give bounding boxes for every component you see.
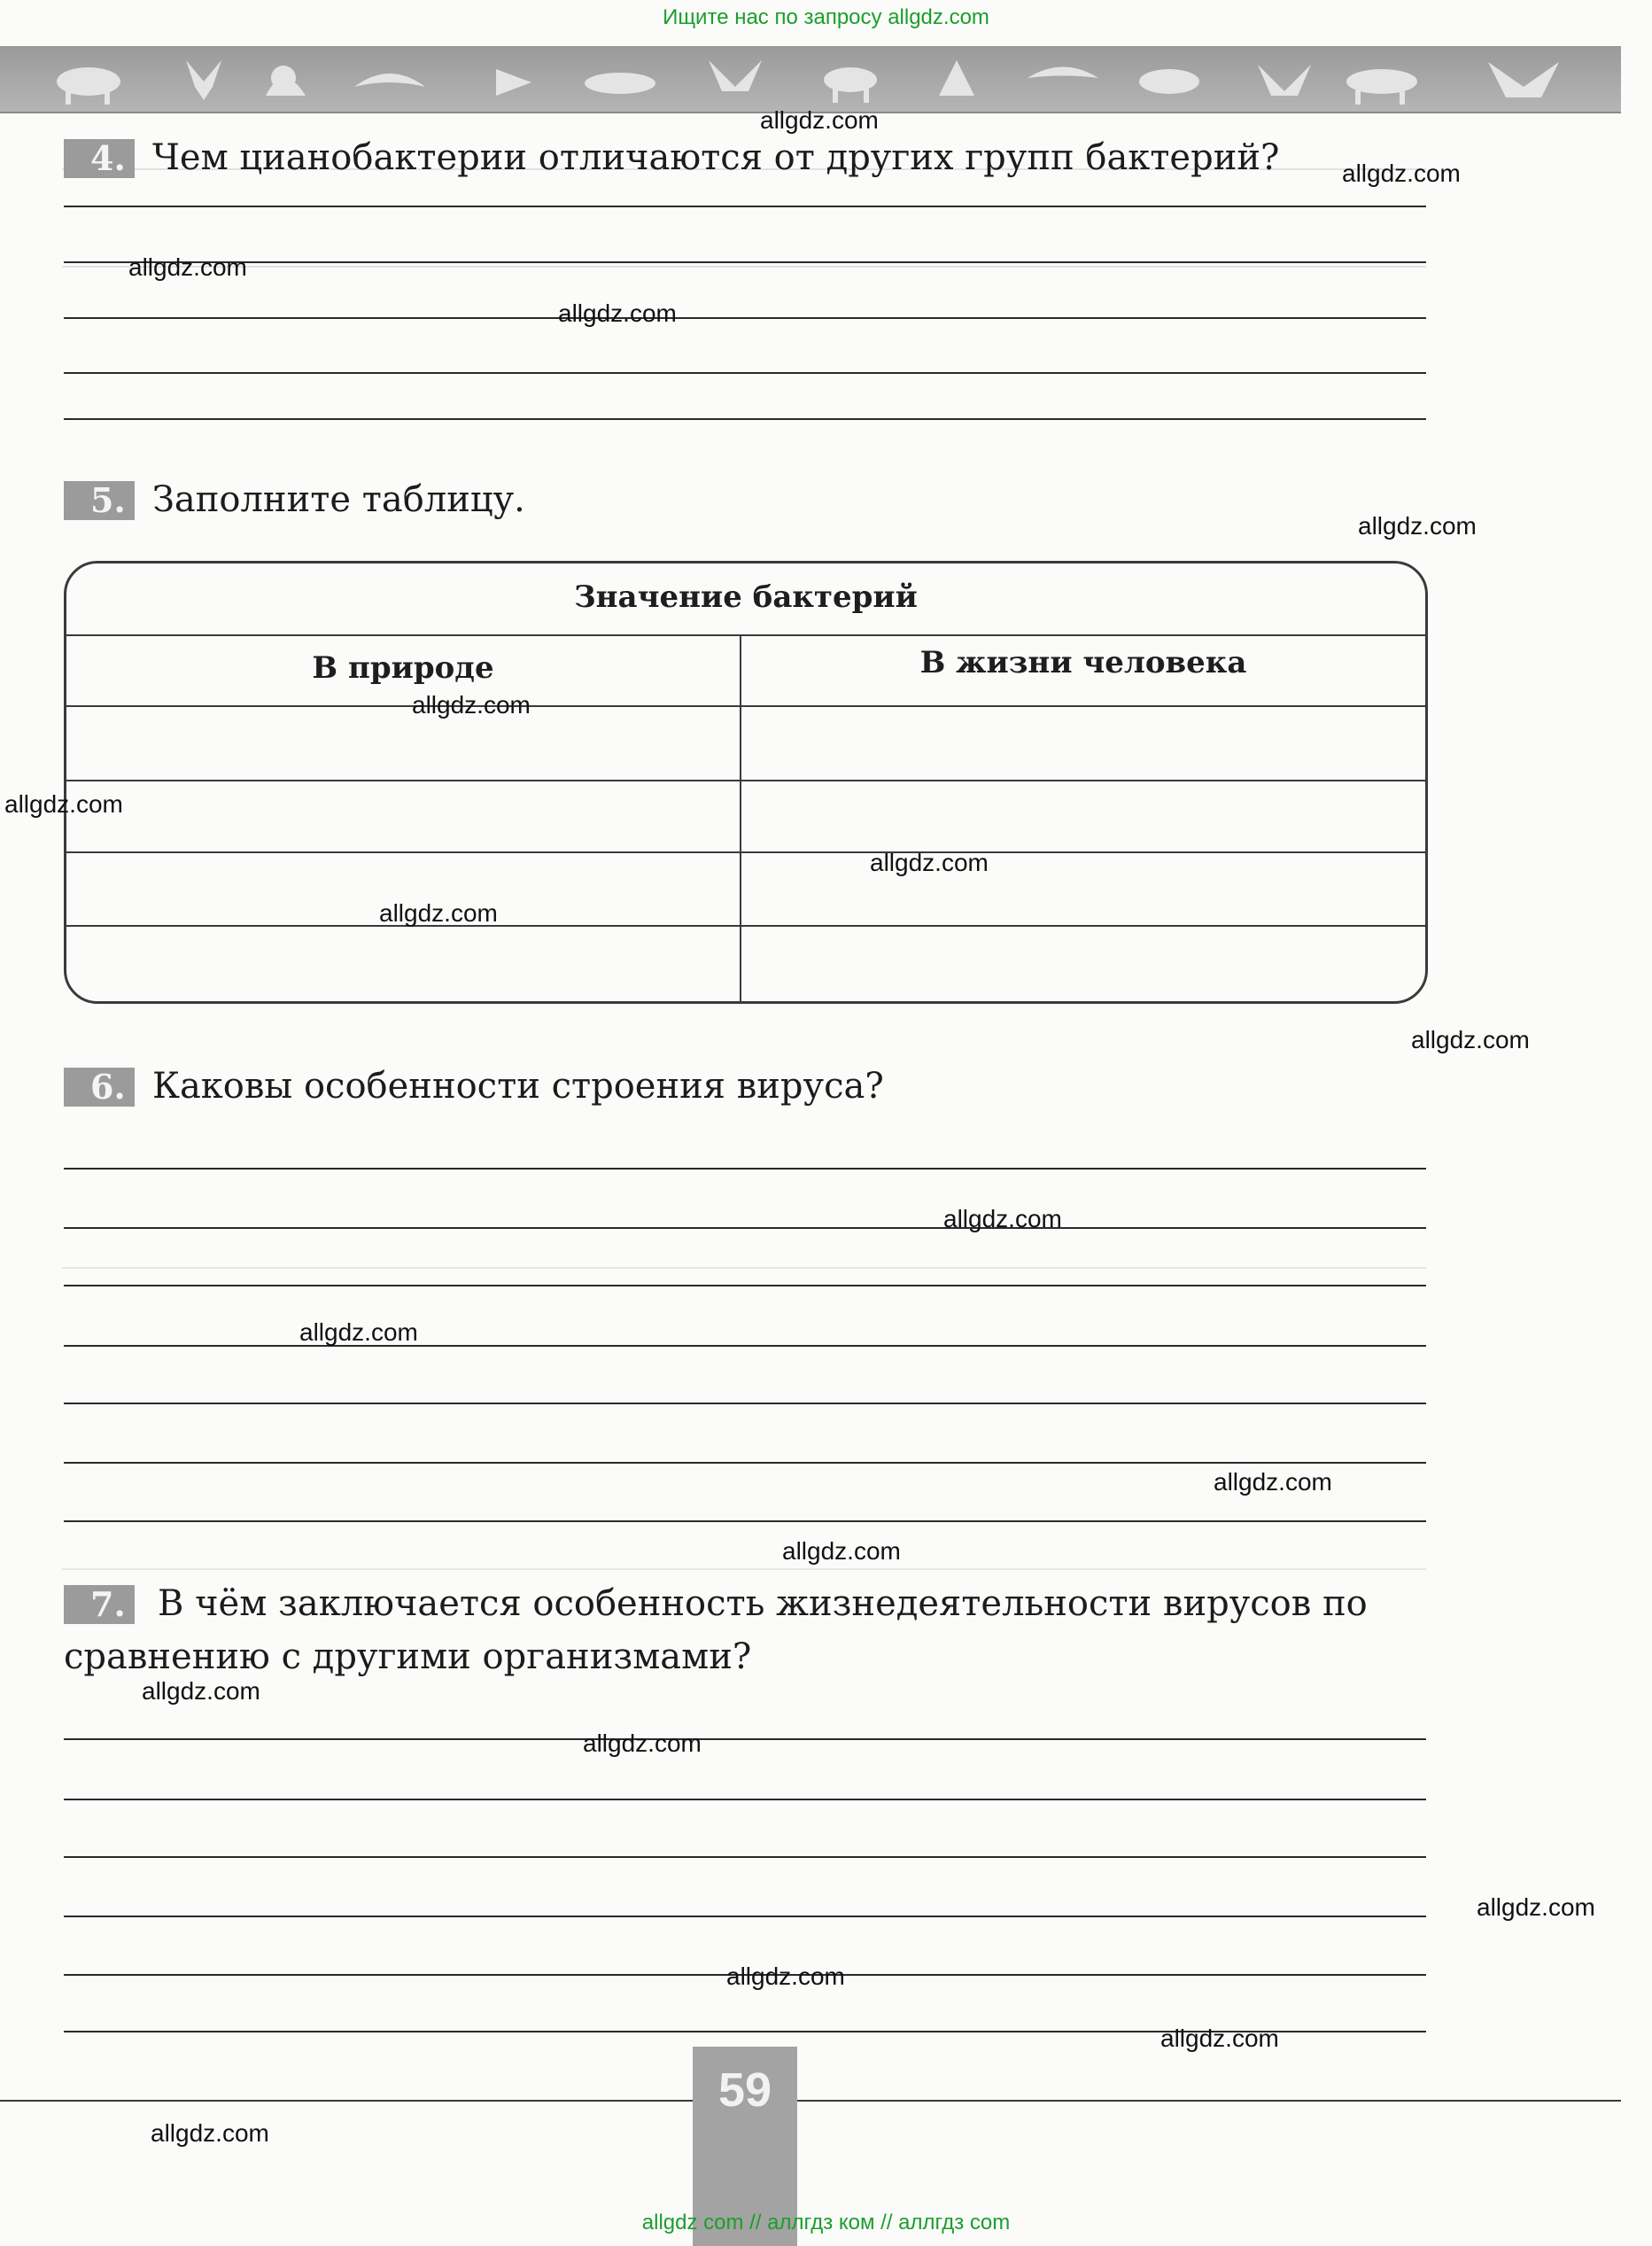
column-header-nature: В природе (312, 650, 494, 686)
answer-line[interactable] (64, 372, 1426, 374)
watermark: allgdz.com (412, 691, 531, 719)
answer-line[interactable] (64, 1345, 1426, 1347)
watermark: allgdz.com (142, 1677, 260, 1705)
question-6-text: Каковы особенности строения вируса? (152, 1066, 884, 1107)
watermark: allgdz.com (1411, 1026, 1530, 1053)
column-header-human-life: В жизни человека (919, 645, 1247, 680)
answer-line[interactable] (64, 206, 1426, 207)
question-7-number: 7. (64, 1585, 135, 1624)
decorative-banner (0, 46, 1621, 113)
answer-line[interactable] (64, 1856, 1426, 1858)
watermark: allgdz.com (299, 1318, 418, 1346)
question-5-number: 5. (64, 481, 135, 520)
table-cell-human-life[interactable] (741, 781, 1425, 851)
bleed-through-line (62, 1267, 1426, 1269)
page-number: 59 (717, 2063, 772, 2117)
watermark: allgdz.com (583, 1729, 702, 1757)
table-cell-nature[interactable] (66, 781, 740, 851)
animal-silhouettes-icon (0, 51, 1621, 108)
answer-line[interactable] (64, 1799, 1426, 1800)
bleed-through-line (62, 266, 1426, 268)
table-cell-human-life[interactable] (741, 853, 1425, 925)
table-divider (66, 634, 1425, 636)
watermark: allgdz.com (1477, 1893, 1595, 1921)
watermark: allgdz.com (4, 790, 123, 818)
top-site-link[interactable]: Ищите нас по запросу allgdz.com (663, 5, 989, 29)
bottom-site-link[interactable]: allgdz com // аллгдз ком // аллгдз com (641, 2211, 1011, 2234)
bleed-through-line (62, 1568, 1426, 1570)
watermark: allgdz.com (128, 253, 247, 281)
watermark: allgdz.com (379, 899, 498, 927)
watermark: allgdz.com (1160, 2025, 1279, 2052)
answer-line[interactable] (64, 1738, 1426, 1740)
answer-line[interactable] (64, 1462, 1426, 1464)
watermark: allgdz.com (151, 2119, 269, 2147)
watermark: allgdz.com (558, 299, 677, 327)
question-4-text: Чем цианобактерии отличаются от других групп бактерий? (152, 137, 1280, 178)
answer-line[interactable] (64, 1520, 1426, 1522)
table-cell-nature[interactable] (66, 707, 740, 780)
watermark: allgdz.com (782, 1537, 901, 1565)
watermark: allgdz.com (1342, 159, 1461, 187)
answer-line[interactable] (64, 1403, 1426, 1404)
answer-line[interactable] (64, 1227, 1426, 1229)
answer-line[interactable] (64, 261, 1426, 263)
table-cell-human-life[interactable] (741, 707, 1425, 780)
answer-line[interactable] (64, 1916, 1426, 1917)
watermark: allgdz.com (760, 106, 879, 134)
watermark: allgdz.com (943, 1205, 1062, 1232)
watermark: allgdz.com (1214, 1468, 1332, 1496)
watermark: allgdz.com (870, 849, 989, 876)
answer-line[interactable] (64, 418, 1426, 420)
answer-line[interactable] (64, 1168, 1426, 1170)
watermark: allgdz.com (1358, 512, 1477, 540)
answer-line[interactable] (64, 1285, 1426, 1286)
table-cell-nature[interactable] (66, 927, 740, 1001)
table-title: Значение бактерий (574, 579, 918, 615)
question-6-number: 6. (64, 1068, 135, 1107)
table-cell-human-life[interactable] (741, 927, 1425, 1001)
answer-line[interactable] (64, 317, 1426, 319)
question-5-text: Заполните таблицу. (152, 479, 525, 520)
bacteria-significance-table (64, 561, 1428, 1004)
question-7-text-line-2: сравнению с другими организмами? (64, 1636, 752, 1677)
question-4-number: 4. (64, 139, 135, 178)
footer-rule (0, 2100, 1621, 2102)
question-7-text-line-1: В чём заключается особенность жизнедеятельности вирусов по (158, 1583, 1368, 1624)
watermark: allgdz.com (726, 1962, 845, 1990)
